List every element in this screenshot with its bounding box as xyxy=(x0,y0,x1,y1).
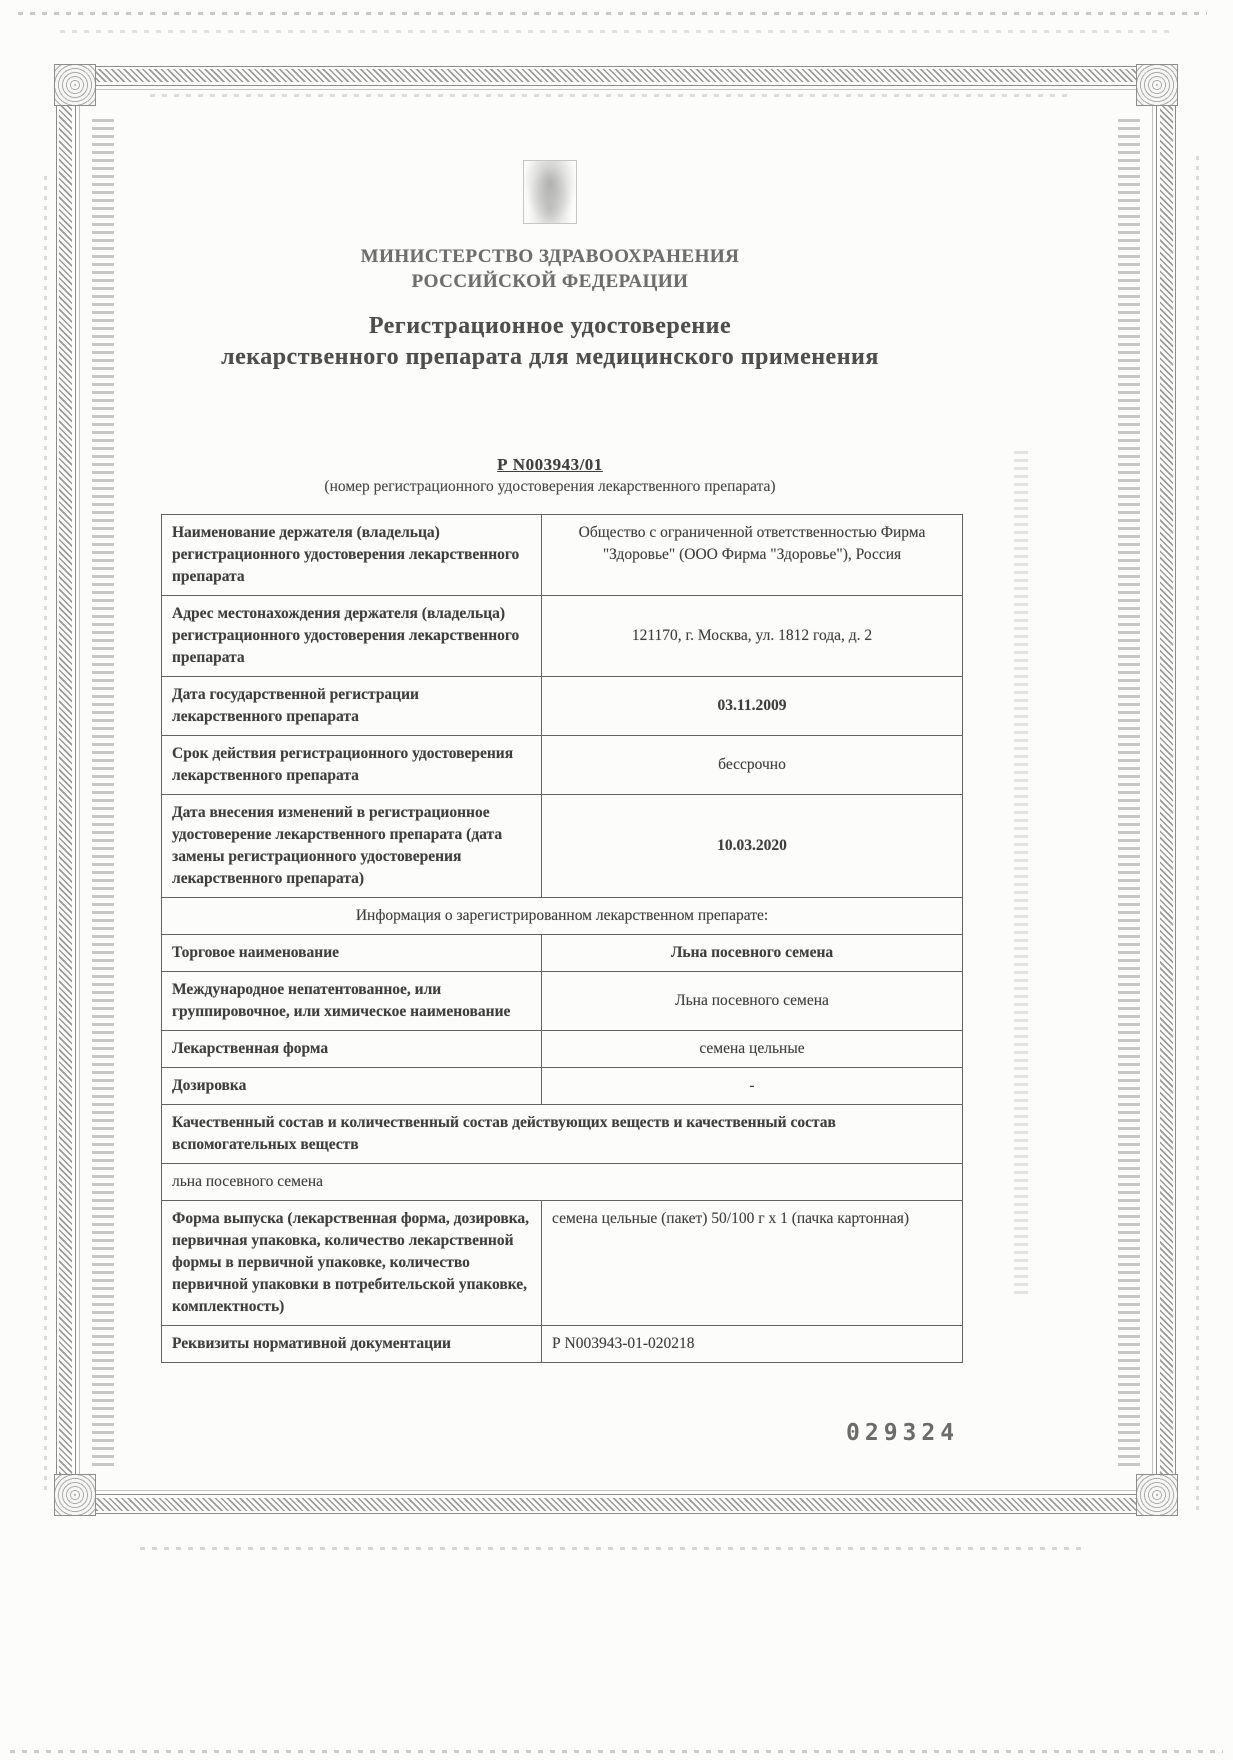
composition-value: льна посевного семена xyxy=(162,1164,963,1201)
table-row-composition-header xyxy=(162,1105,963,1164)
row-label: Международное непатентованное, или группировочное, или химическое наименование xyxy=(162,972,542,1031)
scan-noise-line xyxy=(140,1547,1083,1550)
scan-noise-line xyxy=(1196,150,1199,1510)
document-title-line1: Регистрационное удостоверение xyxy=(368,313,732,339)
registration-table xyxy=(161,514,963,1363)
ministry-name-line1: МИНИСТЕРСТВО ЗДРАВООХРАНЕНИЯ xyxy=(360,246,740,267)
row-label: Срок действия регистрационного удостоверения лекарственного препарата xyxy=(162,736,542,795)
border-corner-ornament xyxy=(1136,64,1178,106)
document-title-line2: лекарственного препарата для медицинского применения xyxy=(221,344,879,370)
border-side-ornament-left xyxy=(92,114,114,1466)
composition-header: Качественный состав и количественный состав действующих веществ и качественный состав вспомогательных веществ xyxy=(162,1105,963,1164)
registration-number-caption: (номер регистрационного удостоверения лекарственного препарата) xyxy=(324,478,776,495)
ministry-name-line2: РОССИЙСКОЙ ФЕДЕРАЦИИ xyxy=(411,271,689,292)
row-label: Дата государственной регистрации лекарственного препарата xyxy=(162,677,542,736)
row-value: 10.03.2020 xyxy=(542,795,963,898)
table-row-validity xyxy=(162,736,963,795)
border-corner-ornament xyxy=(1136,1474,1178,1516)
table-row-normative-docs xyxy=(162,1326,963,1363)
row-label: Форма выпуска (лекарственная форма, дозировка, первичная упаковка, количество лекарственной формы в первичной упаковке, количество первичной упаковки в потребительской упаковке, комплектность) xyxy=(162,1201,542,1326)
table-row-holder xyxy=(162,515,963,596)
scan-noise-line xyxy=(18,12,1207,15)
row-label: Дата внесения изменений в регистрационное удостоверение лекарственного препарата (дата замены регистрационного удостоверения лекарственного препарата) xyxy=(162,795,542,898)
row-value: Общество с ограниченной ответственностью Фирма "Здоровье" (ООО Фирма "Здоровье"), Россия xyxy=(542,515,963,596)
row-label: Лекарственная форма xyxy=(162,1031,542,1068)
table-row-composition-value xyxy=(162,1164,963,1201)
border-side-ornament-inner-right xyxy=(1014,446,1028,1294)
scan-noise-line xyxy=(44,170,47,1490)
border-corner-ornament xyxy=(54,64,96,106)
table-row-inn xyxy=(162,972,963,1031)
table-row-amendment-date xyxy=(162,795,963,898)
table-row-address xyxy=(162,596,963,677)
table-row-trade-name xyxy=(162,935,963,972)
row-value: Льна посевного семена xyxy=(542,972,963,1031)
row-value: семена цельные (пакет) 50/100 г х 1 (пачка картонная) xyxy=(542,1201,963,1326)
row-value: Льна посевного семена xyxy=(542,935,963,972)
coat-of-arms xyxy=(523,160,577,224)
registration-number: Р N003943/01 xyxy=(497,455,603,474)
border-side-ornament-right xyxy=(1118,114,1140,1466)
row-value: семена цельные xyxy=(542,1031,963,1068)
row-value: 121170, г. Москва, ул. 1812 года, д. 2 xyxy=(542,596,963,677)
row-label: Дозировка xyxy=(162,1068,542,1105)
row-label: Наименование держателя (владельца) регистрационного удостоверения лекарственного препарата xyxy=(162,515,542,596)
row-value: Р N003943-01-020218 xyxy=(542,1326,963,1363)
scan-noise-line xyxy=(10,1750,1223,1753)
table-row-dosage-form xyxy=(162,1031,963,1068)
row-value: бессрочно xyxy=(542,736,963,795)
table-row-info-header xyxy=(162,898,963,935)
table-row-release-form xyxy=(162,1201,963,1326)
table-row-registration-date xyxy=(162,677,963,736)
row-value: 03.11.2009 xyxy=(542,677,963,736)
row-label: Торговое наименование xyxy=(162,935,542,972)
scan-noise-line xyxy=(60,30,1173,33)
border-corner-ornament xyxy=(54,1474,96,1516)
row-label: Реквизиты нормативной документации xyxy=(162,1326,542,1363)
serial-number: 029324 xyxy=(846,1420,960,1446)
table-row-dosage xyxy=(162,1068,963,1105)
row-value: - xyxy=(542,1068,963,1105)
row-label: Адрес местонахождения держателя (владельца) регистрационного удостоверения лекарственного препарата xyxy=(162,596,542,677)
info-header: Информация о зарегистрированном лекарственном препарате: xyxy=(162,898,963,935)
